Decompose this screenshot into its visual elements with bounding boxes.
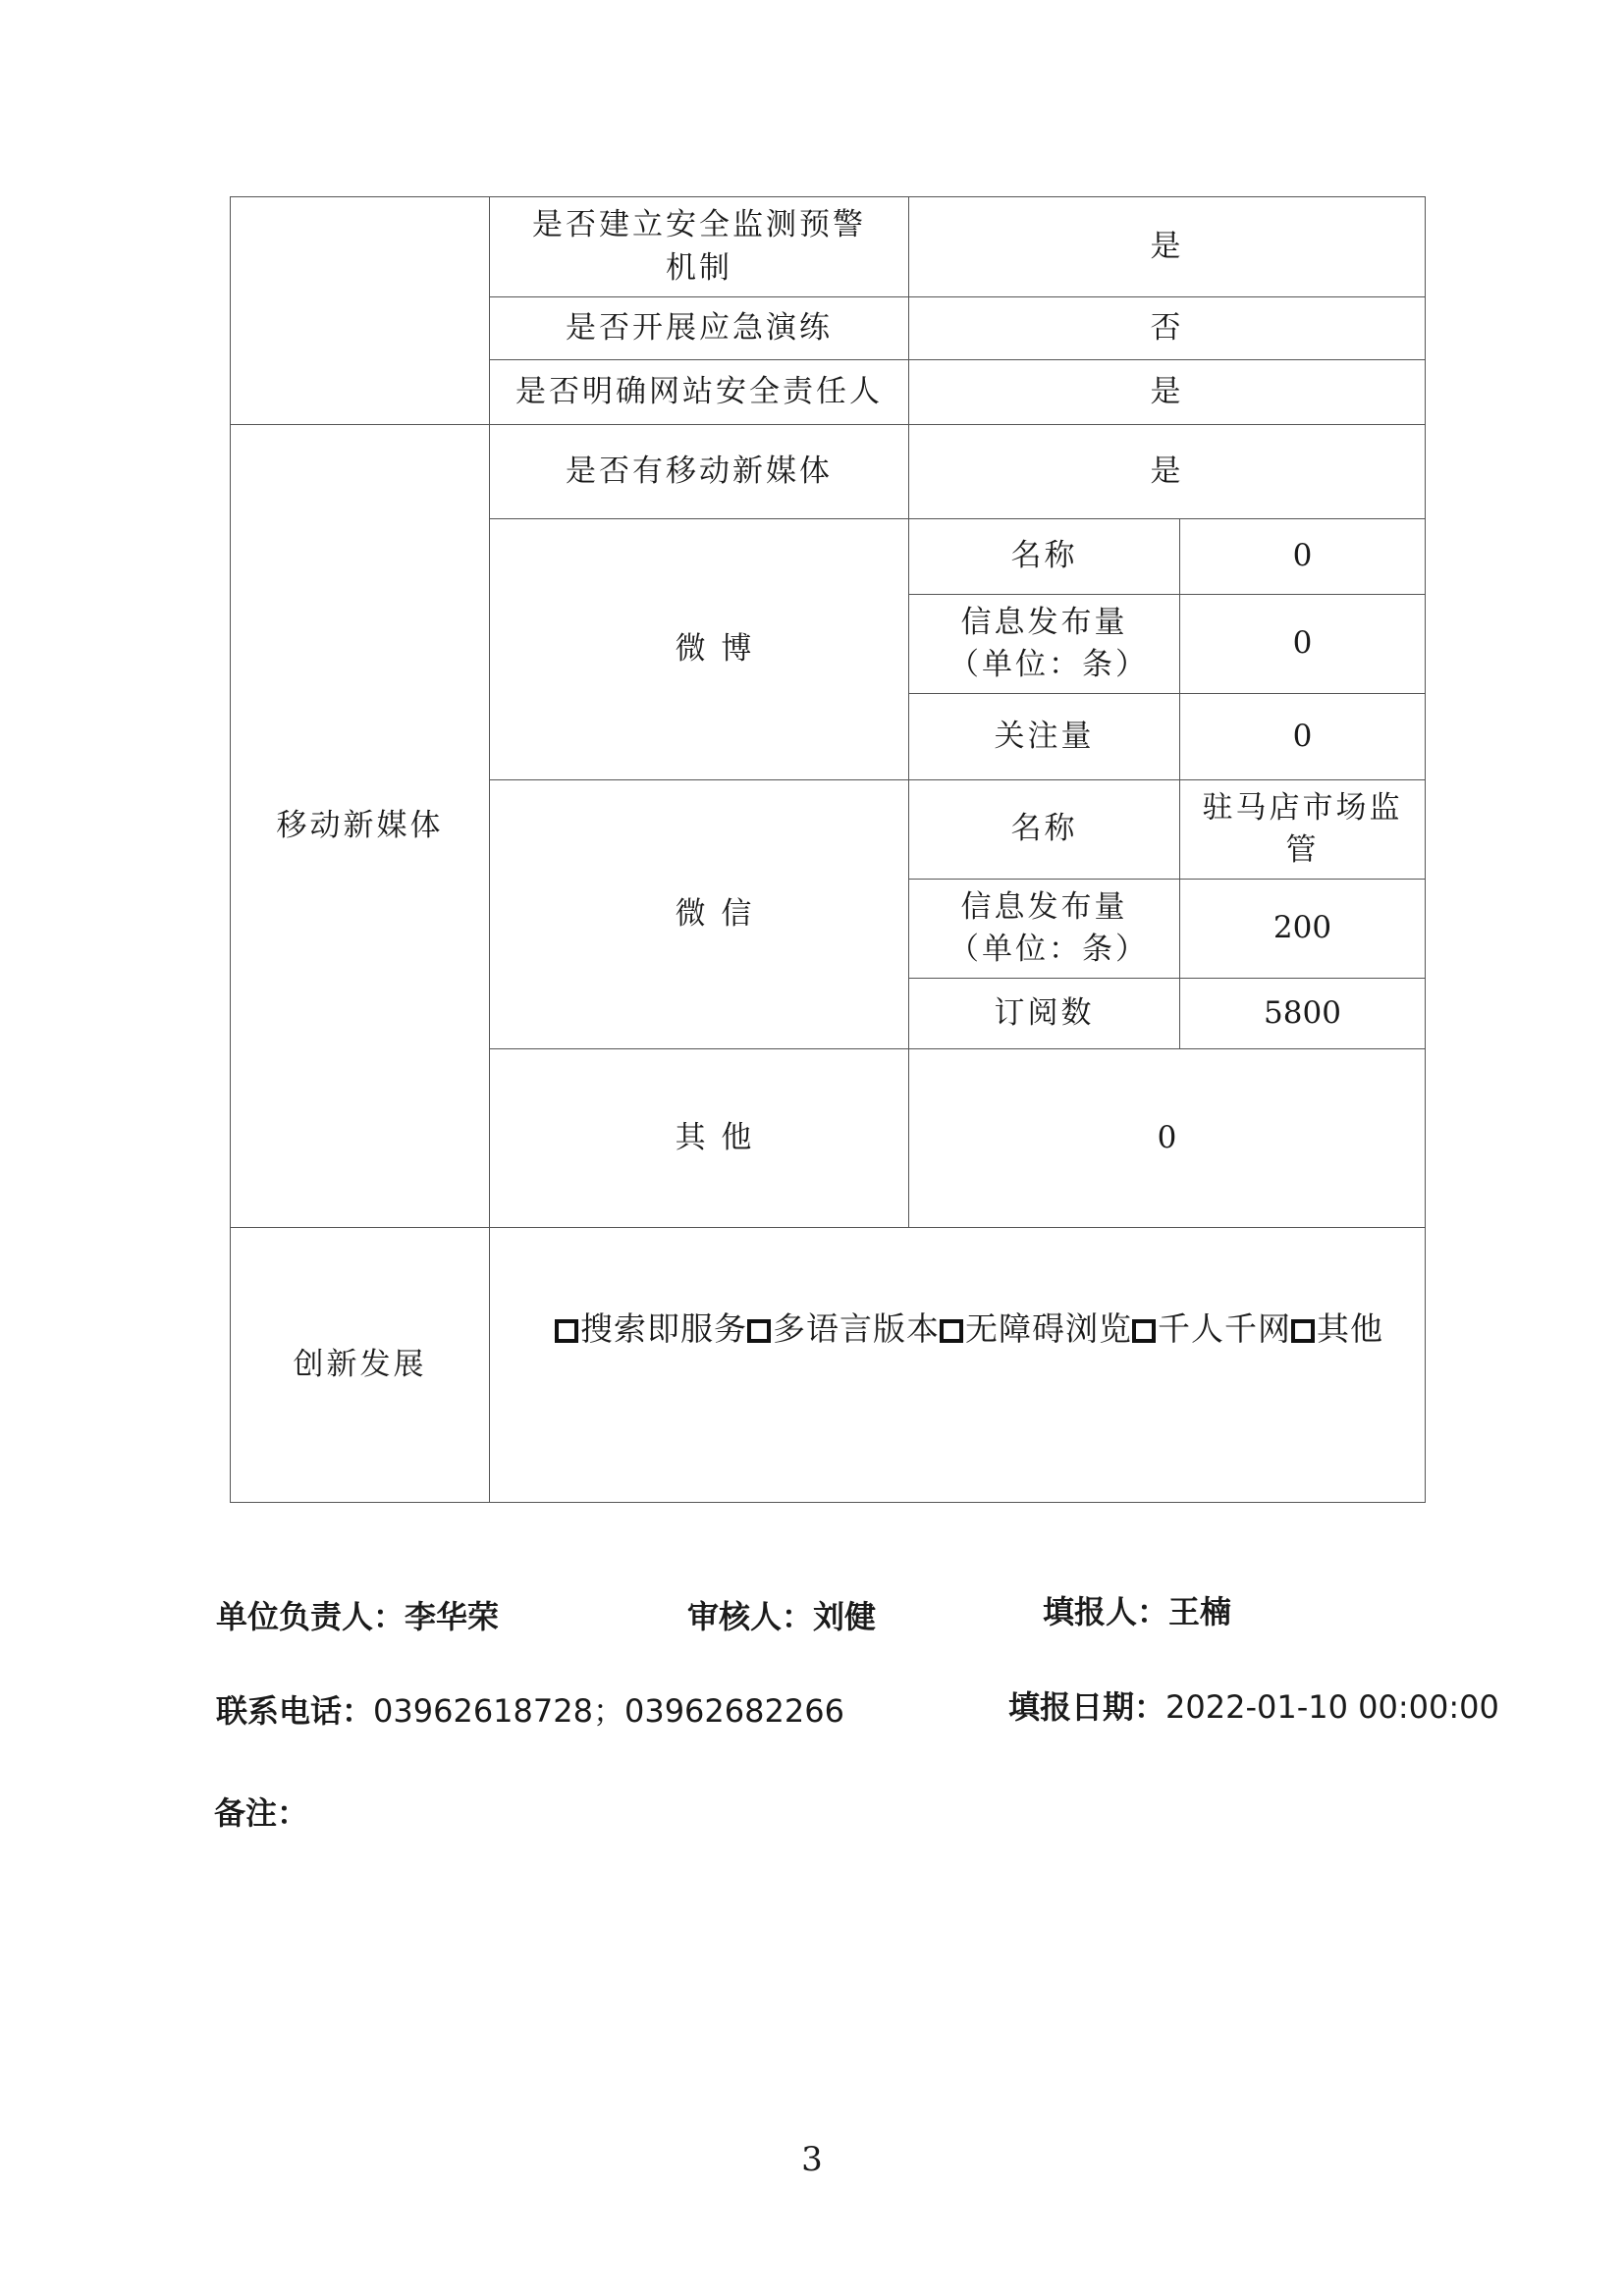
innovation-options-cell [490,1228,1426,1503]
weibo-followers-value: 0 [1180,694,1426,780]
unit-head-value: 李华荣 [405,1598,500,1635]
reviewer-value: 刘健 [813,1598,877,1635]
filler-label: 填报人： [1043,1593,1169,1630]
unit-head [216,1592,499,1637]
row-value-monitoring: 是 [909,197,1426,297]
weibo-posts-value: 0 [1180,595,1426,694]
innovation-options [555,1307,1425,1352]
other-label: 其 他 [490,1049,909,1228]
fill-date [1008,1682,1499,1728]
wechat-subscribers-label: 订阅数 [909,979,1180,1049]
other-value: 0 [909,1049,1426,1228]
weibo-name-value: 0 [1180,519,1426,595]
checkbox-personalized[interactable] [1132,1319,1156,1343]
wechat-subscribers-value: 5800 [1180,979,1426,1049]
row-label-has-mobile: 是否有移动新媒体 [490,425,909,519]
weibo-followers-label: 关注量 [909,694,1180,780]
phone [216,1686,844,1732]
checkbox-other[interactable] [1291,1319,1315,1343]
option-accessibility: 无障碍浏览 [965,1309,1132,1348]
phone-value: 03962618728；03962682266 [373,1692,844,1730]
reviewer-label: 审核人： [687,1598,814,1635]
option-search-service: 搜索即服务 [580,1309,747,1348]
wechat-posts-value: 200 [1180,880,1426,979]
weibo-posts-label: 信息发布量（单位：条） [909,595,1180,694]
row-value-responsible: 是 [909,360,1426,425]
wechat-name-value: 驻马店市场监管 [1180,780,1426,880]
row-label-responsible: 是否明确网站安全责任人 [490,360,909,425]
wechat-posts-label: 信息发布量（单位：条） [909,880,1180,979]
weibo-label: 微 博 [490,519,909,780]
section-label-mobile-media: 移动新媒体 [231,425,490,1228]
wechat-name-label: 名称 [909,780,1180,880]
row-label-drill: 是否开展应急演练 [490,297,909,360]
row-value-has-mobile: 是 [909,425,1426,519]
phone-label: 联系电话： [216,1692,374,1730]
wechat-label: 微 信 [490,780,909,1049]
report-table [230,196,1426,1503]
unit-head-label: 单位负责人： [216,1598,406,1635]
page-number: 3 [801,2140,823,2179]
checkbox-search-service[interactable] [555,1319,578,1343]
row-value-drill: 否 [909,297,1426,360]
fill-date-value: 2022-01-10 00:00:00 [1165,1688,1499,1726]
row-label-monitoring: 是否建立安全监测预警机制 [490,197,909,297]
option-multilingual: 多语言版本 [773,1309,940,1348]
weibo-name-label: 名称 [909,519,1180,595]
fill-date-label: 填报日期： [1008,1688,1166,1726]
remarks [214,1789,308,1834]
option-personalized: 千人千网 [1158,1309,1291,1348]
section-label-innovation: 创新发展 [231,1228,490,1503]
option-other: 其他 [1317,1309,1383,1348]
reviewer [687,1592,876,1637]
checkbox-multilingual[interactable] [747,1319,771,1343]
section-cell-security [231,197,490,425]
remarks-label: 备注： [214,1794,309,1832]
filler-value: 王楠 [1168,1593,1232,1630]
filler [1043,1587,1231,1632]
checkbox-accessibility[interactable] [940,1319,963,1343]
